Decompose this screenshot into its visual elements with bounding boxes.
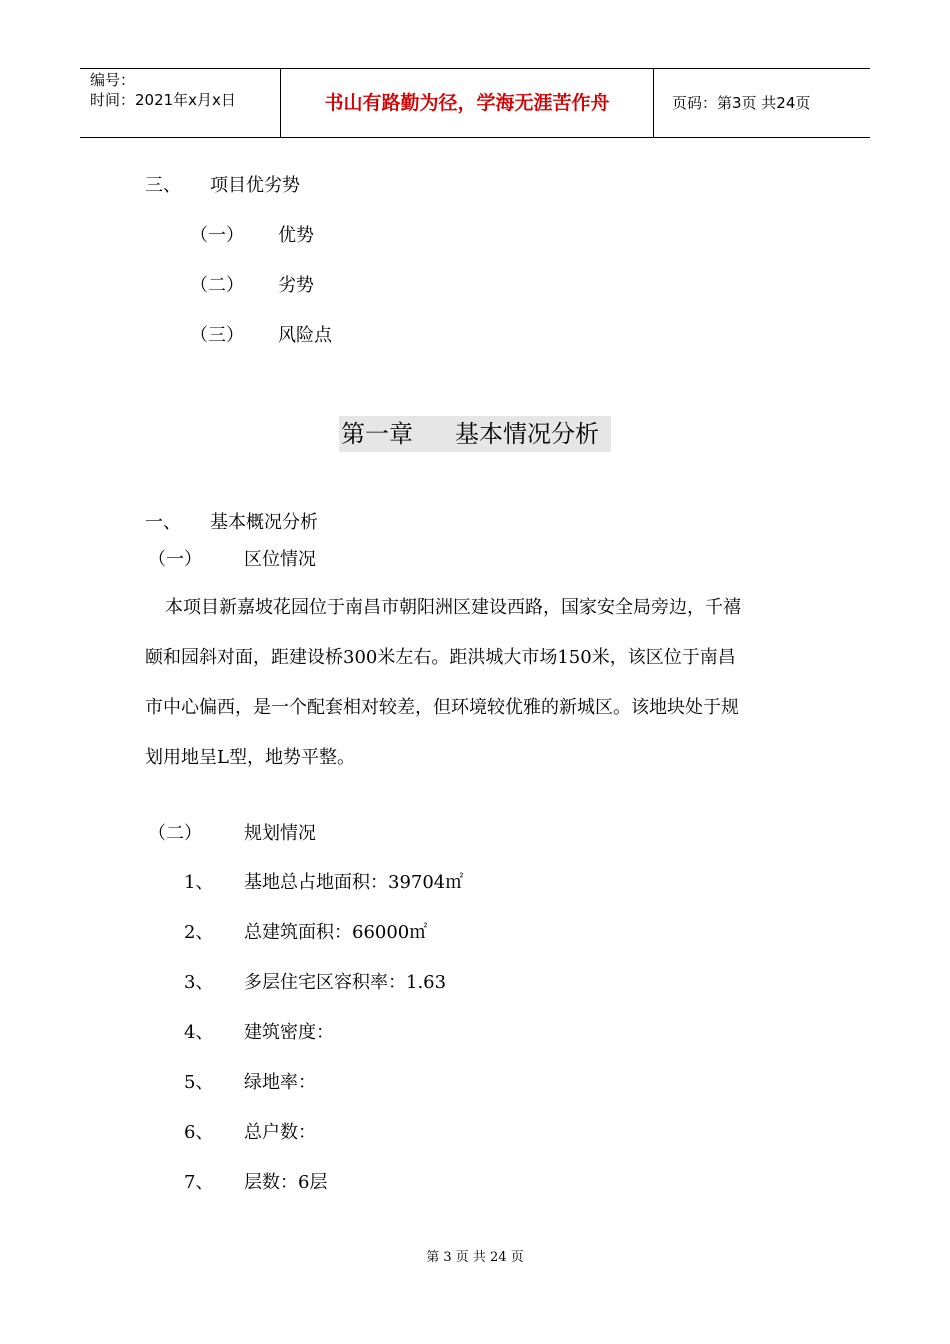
plan-item-num: 6、 [184,1122,214,1143]
plan-item-text: 基地总占地面积：39704㎡ [244,872,464,893]
plan-item-text: 多层住宅区容积率：1.63 [244,972,447,993]
section3-heading-text: 项目优劣势 [210,175,300,196]
plan-item-text: 层数：6层 [244,1172,328,1193]
page-count-text: 页码：第3页 共24页 [672,94,811,112]
page-footer: 第 3 页 共 24 页 [426,1250,524,1265]
part1-heading-text: 基本概况分析 [210,512,318,533]
section3-item-text: 优势 [278,225,314,246]
plan-item-text: 总建筑面积：66000㎡ [244,922,428,943]
section3-item-num: （一） [190,225,244,246]
section3-item-num: （二） [190,275,244,296]
paragraph-line: 本项目新嘉坡花园位于南昌市朝阳洲区建设西路，国家安全局旁边，千禧 [165,597,741,618]
header-motto: 书山有路勤为径，学海无涯苦作舟 [281,69,654,137]
plan-item-text: 建筑密度： [244,1022,334,1043]
plan-item-num: 5、 [184,1072,214,1093]
document-time-label: 时间：2021年x月x日 [90,91,236,109]
plan-item-text: 绿地率： [244,1072,316,1093]
section3-item-text: 风险点 [278,325,332,346]
subsection-title: 规划情况 [244,823,316,844]
plan-item-num: 1、 [184,872,214,893]
plan-item-text: 总户数： [244,1122,316,1143]
plan-item-num: 7、 [184,1172,214,1193]
plan-item-num: 2、 [184,922,214,943]
section3-item-num: （三） [190,325,244,346]
paragraph-line: 市中心偏西，是一个配套相对较差，但环境较优雅的新城区。该地块处于规 [145,697,739,718]
chapter-label: 第一章 [341,420,413,448]
chapter-title: 基本情况分析 [455,420,599,448]
paragraph-line: 颐和园斜对面，距建设桥300米左右。距洪城大市场150米，该区位于南昌 [145,647,736,668]
header-page-label [664,69,870,137]
subsection-num: （一） [148,549,202,570]
header-meta-cell [80,69,281,137]
document-number-label: 编号： [90,71,136,89]
part1-heading-num: 一、 [145,512,181,533]
section3-heading-num: 三、 [145,175,181,196]
plan-item-num: 4、 [184,1022,214,1043]
page-header [80,68,870,138]
subsection-num: （二） [148,823,202,844]
subsection-title: 区位情况 [244,549,316,570]
section3-item-text: 劣势 [278,275,314,296]
paragraph-line: 划用地呈L型，地势平整。 [145,747,355,768]
location-paragraph [145,583,815,783]
plan-item-num: 3、 [184,972,214,993]
chapter-heading [339,416,611,452]
